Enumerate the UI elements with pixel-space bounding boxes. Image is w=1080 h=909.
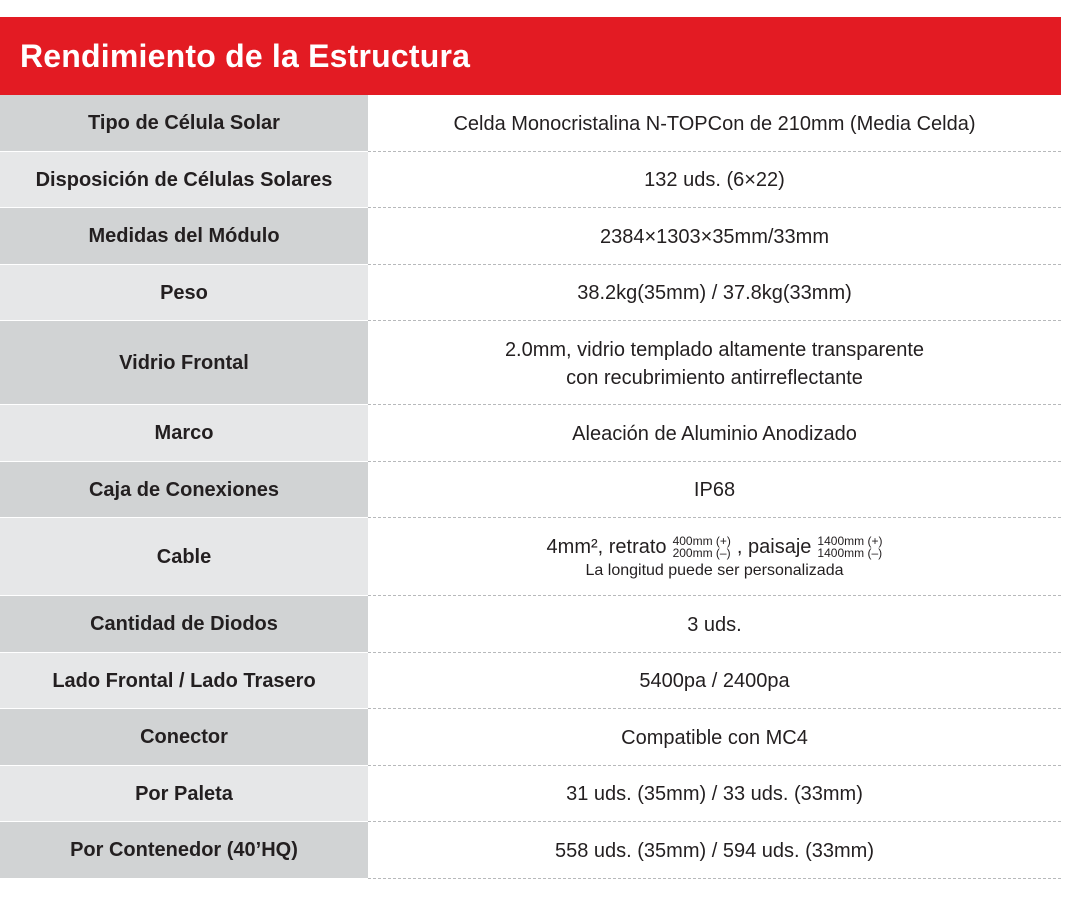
row-label: Lado Frontal / Lado Trasero [0,653,368,710]
row-label: Por Paleta [0,766,368,823]
spec-table [0,17,1061,879]
row-value: Celda Monocristalina N-TOPCon de 210mm (Media Celda) [368,95,1061,152]
row-value: Compatible con MC4 [368,709,1061,766]
row-label: Tipo de Célula Solar [0,95,368,152]
cable-spec-line [547,534,883,560]
table-title: Rendimiento de la Estructura [20,37,471,74]
row-label: Por Contenedor (40’HQ) [0,822,368,879]
table-row [0,265,1061,322]
row-value: 2384×1303×35mm/33mm [368,208,1061,265]
table-row [0,152,1061,209]
table-row [0,321,1061,405]
table-row [0,208,1061,265]
table-row [0,709,1061,766]
table-row [0,822,1061,879]
table-row [0,518,1061,596]
row-label: Peso [0,265,368,322]
portrait-positive: 400mm (+) [672,533,731,548]
row-value: IP68 [368,462,1061,519]
row-label: Marco [0,405,368,462]
table-row [0,766,1061,823]
landscape-positive: 1400mm (+) [817,533,883,548]
cable-note: La longitud puede ser personalizada [585,561,844,579]
row-value: 31 uds. (35mm) / 33 uds. (33mm) [368,766,1061,823]
row-value: 38.2kg(35mm) / 37.8kg(33mm) [368,265,1061,322]
portrait-negative: 200mm (–) [672,545,731,560]
row-label: Medidas del Módulo [0,208,368,265]
landscape-lengths [817,535,882,559]
row-value: 132 uds. (6×22) [368,152,1061,209]
row-label: Conector [0,709,368,766]
table-row [0,596,1061,653]
row-label: Caja de Conexiones [0,462,368,519]
table-row [0,462,1061,519]
value-line: con recubrimiento antirreflectante [566,366,863,389]
row-value [368,321,1061,405]
row-value [368,518,1061,596]
row-value: 558 uds. (35mm) / 594 uds. (33mm) [368,822,1061,879]
table-row [0,405,1061,462]
row-label: Cantidad de Diodos [0,596,368,653]
cable-prefix: 4mm², retrato [546,535,667,558]
table-row [0,95,1061,152]
cable-middle: , paisaje [736,535,812,558]
value-line: 2.0mm, vidrio templado altamente transparente [504,338,925,361]
row-label: Cable [0,518,368,596]
row-label: Vidrio Frontal [0,321,368,405]
portrait-lengths [673,535,731,559]
row-value: 3 uds. [368,596,1061,653]
table-row [0,653,1061,710]
landscape-negative: 1400mm (–) [817,545,883,560]
row-value: 5400pa / 2400pa [368,653,1061,710]
row-value: Aleación de Aluminio Anodizado [368,405,1061,462]
row-label: Disposición de Células Solares [0,152,368,209]
table-header [0,17,1061,95]
